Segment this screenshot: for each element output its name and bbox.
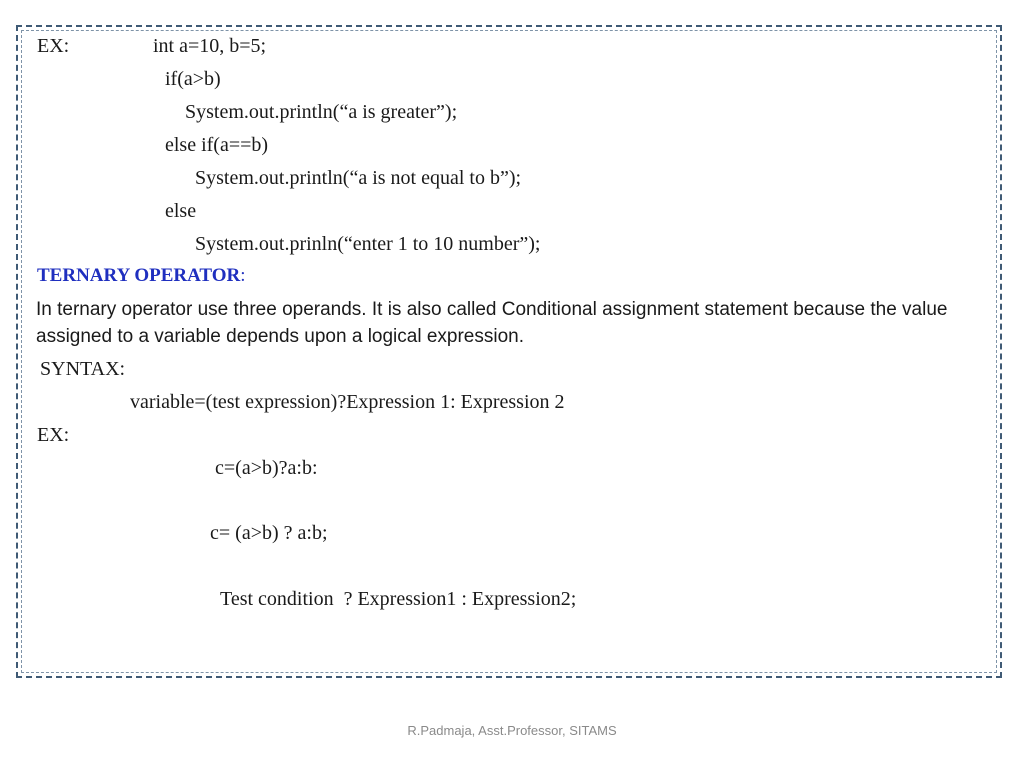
code-line-print-not-equal: System.out.println(“a is not equal to b”); <box>195 167 522 189</box>
example2-line-2: c= (a>b) ? a:b; <box>210 522 328 544</box>
dashed-frame-inner <box>21 30 997 673</box>
example1-label: EX: <box>37 35 70 57</box>
ternary-heading <box>37 265 246 287</box>
code-line-print-enter: System.out.prinln(“enter 1 to 10 number”); <box>195 233 541 255</box>
ternary-heading-title: TERNARY OPERATOR <box>37 265 241 286</box>
code-line-print-greater: System.out.println(“a is greater”); <box>185 101 458 123</box>
ternary-description: In ternary operator use three operands. It is also called Conditional assignment statement because the value assigned to a variable depends upon a logical expression. <box>36 299 948 347</box>
example2-line-3: Test condition ? Expression1 : Expression2; <box>220 588 577 610</box>
example1-declaration: int a=10, b=5; <box>153 35 267 57</box>
example2-label: EX: <box>37 424 70 446</box>
syntax-label: SYNTAX: <box>40 358 126 380</box>
ternary-heading-colon: : <box>240 265 246 286</box>
footer-credit: R.Padmaja, Asst.Professor, SITAMS <box>407 723 617 738</box>
example2-line-1: c=(a>b)?a:b: <box>215 457 318 479</box>
code-line-else: else <box>165 200 197 222</box>
code-line-if: if(a>b) <box>165 68 221 90</box>
code-line-else-if: else if(a==b) <box>165 134 269 156</box>
dashed-frame <box>16 25 1002 678</box>
syntax-form: variable=(test expression)?Expression 1: Expression 2 <box>130 391 565 413</box>
